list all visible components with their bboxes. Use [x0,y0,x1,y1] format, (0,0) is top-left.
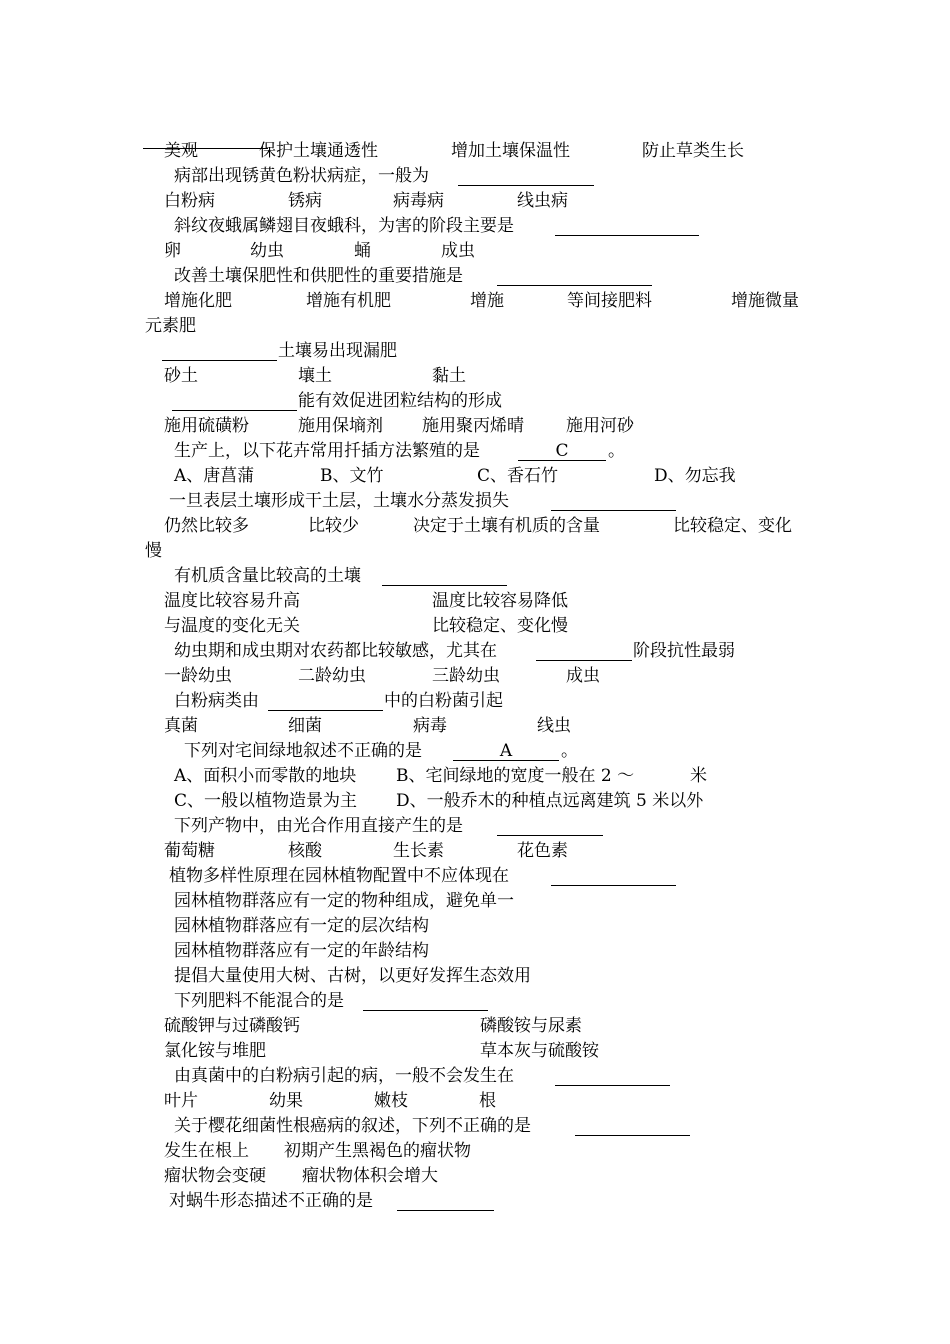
question-stem: 土壤易出现漏肥 [278,341,397,361]
answer-blank [162,341,277,361]
question-stem: 下列对宅间绿地叙述不正确的是 [184,741,422,761]
option-text: 提倡大量使用大树、古树，以更好发挥生态效用 [174,966,531,986]
option-text: C、一般以植物造景为主 [174,791,358,811]
option-text: 锈病 [288,191,322,211]
option-text: 比较稳定、变化 [673,516,792,536]
answer-blank [397,1191,494,1211]
answer-blank [363,991,488,1011]
option-text: A、唐菖蒲 [174,466,255,486]
question-stem: 一旦表层土壤形成干土层，土壤水分蒸发损失 [169,491,509,511]
option-text: 幼虫 [250,241,284,261]
option-text: 硫酸钾与过磷酸钙 [164,1016,300,1036]
option-text: 二龄幼虫 [298,666,366,686]
option-text: 决定于土壤有机质的含量 [413,516,600,536]
filled-answer: A [453,741,559,761]
answer-blank [497,816,603,836]
question-stem: 白粉病类由 [174,691,259,711]
question-stem: 改善土壤保肥性和供肥性的重要措施是 [174,266,463,286]
option-text: 蛹 [354,241,371,261]
option-text: 仍然比较多 [164,516,249,536]
option-text: 等间接肥料 [567,291,652,311]
answer-blank [575,1116,690,1136]
option-text: B、宅间绿地的宽度一般在 2 ～ [396,766,635,786]
option-text: A、面积小而零散的地块 [174,766,357,786]
answer-blank [497,266,652,286]
option-text: 壤土 [298,366,332,386]
answer-blank [536,641,632,661]
option-text: 黏土 [432,366,466,386]
option-text: 瘤状物会变硬 [164,1166,266,1186]
option-text: 成虫 [441,241,475,261]
option-text: 施用河砂 [566,416,634,436]
option-text: 病毒 [413,716,447,736]
option-text: 线虫病 [517,191,568,211]
option-text: C、香石竹 [477,466,559,486]
option-text: 施用硫磺粉 [164,416,249,436]
option-text: 根 [479,1091,496,1111]
option-text: 瘤状物体积会增大 [302,1166,438,1186]
question-stem: 中的白粉菌引起 [384,691,503,711]
option-text: 初期产生黑褐色的瘤状物 [284,1141,471,1161]
question-stem: 由真菌中的白粉病引起的病，一般不会发生在 [174,1066,514,1086]
answer-blank [382,566,507,586]
option-text: 三龄幼虫 [432,666,500,686]
question-stem: 植物多样性原理在园林植物配置中不应体现在 [169,866,509,886]
option-text: 增施化肥 [164,291,232,311]
option-text: B、文竹 [320,466,384,486]
option-text: 叶片 [164,1091,198,1111]
answer-blank [458,166,594,186]
option-text: 葡萄糖 [164,841,215,861]
option-text: 病毒病 [393,191,444,211]
punctuation: 。 [608,441,625,461]
question-stem: 生产上，以下花卉常用扦插方法繁殖的是 [174,441,480,461]
question-stem: 下列肥料不能混合的是 [174,991,344,1011]
option-text: 美观 [164,141,198,161]
option-text: 比较稳定、变化慢 [432,616,568,636]
question-stem: 斜纹夜蛾属鳞翅目夜蛾科，为害的阶段主要是 [174,216,514,236]
option-text: 生长素 [393,841,444,861]
question-stem: 对蜗牛形态描述不正确的是 [169,1191,373,1211]
punctuation: 。 [561,741,578,761]
option-text: 温度比较容易升高 [164,591,300,611]
option-text: 施用保墒剂 [298,416,383,436]
option-text: 米 [690,766,707,786]
option-text: 园林植物群落应有一定的年龄结构 [174,941,429,961]
question-stem: 下列产物中，由光合作用直接产生的是 [174,816,463,836]
option-text: 花色素 [517,841,568,861]
answer-blank [551,491,676,511]
option-text: D、一般乔木的种植点远离建筑 5 米以外 [396,791,704,811]
option-text: 园林植物群落应有一定的层次结构 [174,916,429,936]
question-stem: 幼虫期和成虫期对农药都比较敏感，尤其在 [174,641,497,661]
option-text: 砂土 [164,366,198,386]
option-text: 施用聚丙烯晴 [422,416,524,436]
option-text: 卵 [164,241,181,261]
answer-blank [143,129,268,149]
option-text: D、勿忘我 [654,466,736,486]
option-text: 磷酸铵与尿素 [480,1016,582,1036]
option-text: 增施 [470,291,504,311]
option-text: 元素肥 [145,316,196,336]
option-text: 成虫 [566,666,600,686]
option-text: 增施有机肥 [306,291,391,311]
question-stem: 病部出现锈黄色粉状病症，一般为 [174,166,429,186]
option-text: 草本灰与硫酸铵 [480,1041,599,1061]
option-text: 与温度的变化无关 [164,616,300,636]
question-stem: 阶段抗性最弱 [633,641,735,661]
option-text: 慢 [145,541,162,561]
answer-blank [268,691,383,711]
option-text: 一龄幼虫 [164,666,232,686]
option-text: 防止草类生长 [642,141,744,161]
option-text: 线虫 [537,716,571,736]
option-text: 幼果 [269,1091,303,1111]
option-text: 温度比较容易降低 [432,591,568,611]
question-stem: 关于樱花细菌性根癌病的叙述，下列不正确的是 [174,1116,531,1136]
answer-blank [555,216,699,236]
answer-blank [172,391,297,411]
option-text: 嫩枝 [374,1091,408,1111]
question-stem: 有机质含量比较高的土壤 [174,566,361,586]
option-text: 园林植物群落应有一定的物种组成，避免单一 [174,891,514,911]
option-text: 增施微量 [731,291,799,311]
option-text: 增加土壤保温性 [451,141,570,161]
answer-blank [555,1066,670,1086]
option-text: 比较少 [308,516,359,536]
answer-blank [551,866,676,886]
option-text: 真菌 [164,716,198,736]
option-text: 细菌 [288,716,322,736]
option-text: 发生在根上 [164,1141,249,1161]
option-text: 核酸 [288,841,322,861]
option-text: 白粉病 [164,191,215,211]
filled-answer: C [518,441,606,461]
option-text: 氯化铵与堆肥 [164,1041,266,1061]
question-stem: 能有效促进团粒结构的形成 [298,391,502,411]
option-text: 保护土壤通透性 [259,141,378,161]
